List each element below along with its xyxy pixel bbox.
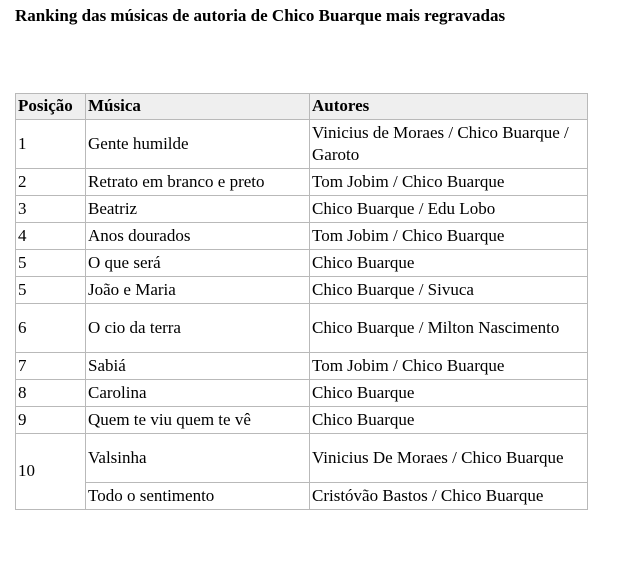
cell-position: 8 xyxy=(16,380,86,407)
table-row xyxy=(16,353,588,380)
header-song: Música xyxy=(86,94,310,120)
cell-position: 2 xyxy=(16,169,86,196)
cell-song: Quem te viu quem te vê xyxy=(86,407,310,434)
cell-song: Sabiá xyxy=(86,353,310,380)
table-row xyxy=(16,250,588,277)
cell-authors: Chico Buarque / Edu Lobo xyxy=(310,196,588,223)
cell-song: Gente humilde xyxy=(86,120,310,169)
table-row xyxy=(16,407,588,434)
table-header xyxy=(16,94,588,120)
cell-position: 3 xyxy=(16,196,86,223)
cell-song: Retrato em branco e preto xyxy=(86,169,310,196)
table-row xyxy=(16,120,588,169)
table-row xyxy=(16,304,588,353)
cell-authors: Tom Jobim / Chico Buarque xyxy=(310,353,588,380)
table-body xyxy=(16,120,588,510)
header-authors: Autores xyxy=(310,94,588,120)
cell-song: Anos dourados xyxy=(86,223,310,250)
cell-position: 4 xyxy=(16,223,86,250)
cell-authors: Chico Buarque xyxy=(310,250,588,277)
cell-song: João e Maria xyxy=(86,277,310,304)
cell-position: 9 xyxy=(16,407,86,434)
cell-position: 10 xyxy=(16,434,86,510)
cell-position: 7 xyxy=(16,353,86,380)
table-row xyxy=(16,483,588,510)
page-title: Ranking das músicas de autoria de Chico Buarque mais regravadas xyxy=(15,6,506,25)
table-row xyxy=(16,196,588,223)
cell-authors: Cristóvão Bastos / Chico Buarque xyxy=(310,483,588,510)
cell-authors: Tom Jobim / Chico Buarque xyxy=(310,223,588,250)
header-position: Posição xyxy=(16,94,86,120)
cell-authors: Vinicius de Moraes / Chico Buarque / Garoto xyxy=(310,120,588,169)
table-row xyxy=(16,223,588,250)
cell-song: O que será xyxy=(86,250,310,277)
cell-song: Todo o sentimento xyxy=(86,483,310,510)
table-row xyxy=(16,169,588,196)
ranking-table xyxy=(15,93,588,510)
cell-authors: Chico Buarque / Milton Nascimento xyxy=(310,304,588,353)
cell-song: Carolina xyxy=(86,380,310,407)
cell-position: 5 xyxy=(16,277,86,304)
cell-authors: Tom Jobim / Chico Buarque xyxy=(310,169,588,196)
table-row xyxy=(16,380,588,407)
cell-song: O cio da terra xyxy=(86,304,310,353)
header-row xyxy=(16,94,588,120)
cell-authors: Chico Buarque xyxy=(310,380,588,407)
cell-position: 1 xyxy=(16,120,86,169)
cell-authors: Chico Buarque xyxy=(310,407,588,434)
cell-authors: Chico Buarque / Sivuca xyxy=(310,277,588,304)
table-row xyxy=(16,434,588,483)
table-row xyxy=(16,277,588,304)
cell-authors: Vinicius De Moraes / Chico Buarque xyxy=(310,434,588,483)
cell-position: 6 xyxy=(16,304,86,353)
cell-song: Valsinha xyxy=(86,434,310,483)
cell-position: 5 xyxy=(16,250,86,277)
cell-song: Beatriz xyxy=(86,196,310,223)
